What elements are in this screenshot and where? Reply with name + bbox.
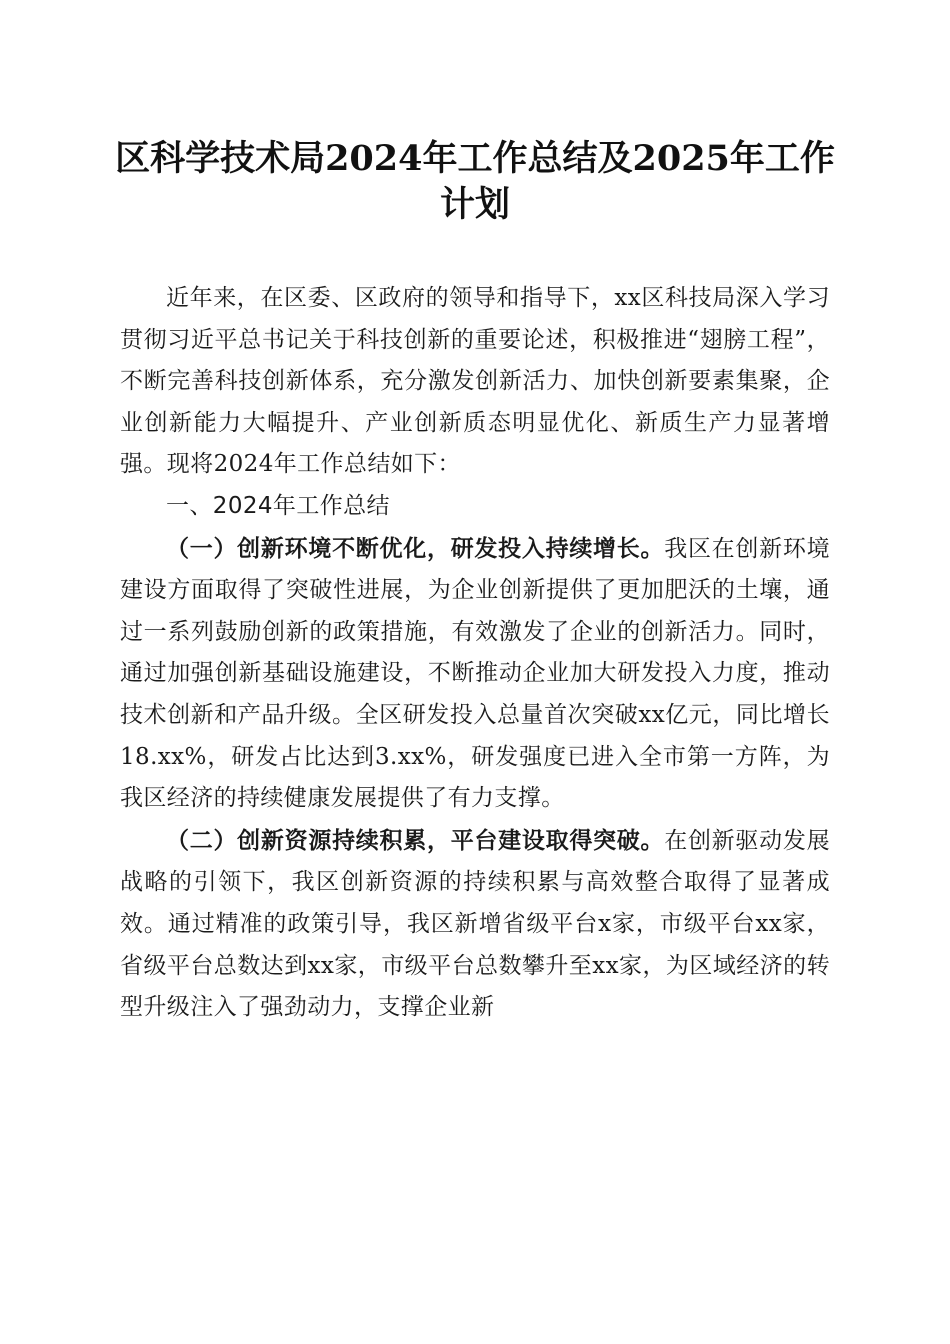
document-body xyxy=(120,278,830,1029)
document-title: 区科学技术局2024年工作总结及2025年工作计划 xyxy=(115,138,835,225)
subsection-1-paragraph xyxy=(120,528,830,820)
subsection-2-paragraph xyxy=(120,820,830,1029)
section-heading-summary: 一、2024年工作总结 xyxy=(166,492,390,519)
subsection-2-text: 在创新驱动发展战略的引领下，我区创新资源的持续积累与高效整合取得了显著成效。通过精准的政策引导，我区新增省级平台x家，市级平台xx家，省级平台总数达到xx家，市级平台总数攀升至xx家，为区域经济的转型升级注入了强劲动力，支撑企业新 xyxy=(120,827,830,1021)
subsection-1-text: 我区在创新环境建设方面取得了突破性进展，为企业创新提供了更加肥沃的土壤，通过一系列鼓励创新的政策措施，有效激发了企业的创新活力。同时，通过加强创新基础设施建设，不断推动企业加大研发投入力度，推动技术创新和产品升级。全区研发投入总量首次突破xx亿元，同比增长18.xx%，研发占比达到3.xx%，研发强度已进入全市第一方阵，为我区经济的持续健康发展提供了有力支撑。 xyxy=(120,535,830,812)
subsection-1-heading: （一）创新环境不断优化，研发投入持续增长。 xyxy=(166,534,665,562)
subsection-2-heading: （二）创新资源持续积累，平台建设取得突破。 xyxy=(166,826,665,854)
intro-paragraph: 近年来，在区委、区政府的领导和指导下，xx区科技局深入学习贯彻习近平总书记关于科技创新的重要论述，积极推进“翅膀工程”，不断完善科技创新体系，充分激发创新活力、加快创新要素集聚，企业创新能力大幅提升、产业创新质态明显优化、新质生产力显著增强。现将2024年工作总结如下： xyxy=(120,285,830,478)
